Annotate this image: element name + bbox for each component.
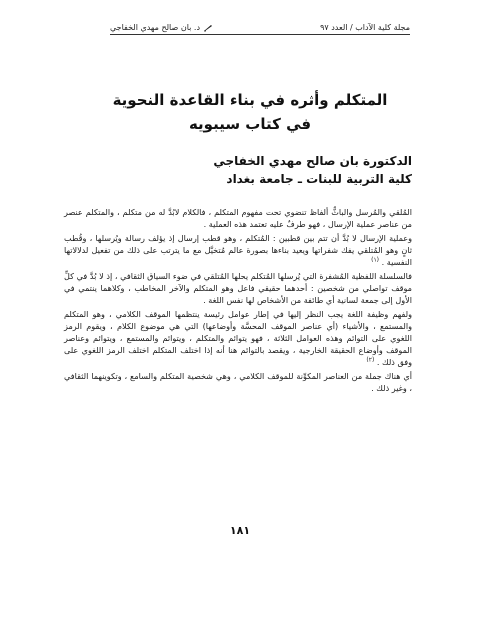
- quill-pen-icon: [203, 24, 213, 32]
- header-journal: [320, 23, 410, 32]
- paragraph-5-text: أي هناك جملة من العناصر المكوِّنة للموقف الكلامي ، وهي شخصية المتكلم والسامع ، وتكوينهما الثقافي ، وغير ذلك .: [64, 371, 412, 393]
- paragraph-1-text: المُلقي والمُرسل والباثُّ ألفاظ تنضوي تحت مفهوم المتكلم ، فالكلام لابُدَّ له من متكلم ، والمتكلم عنصر من عناصر عملية الإرسال ، فهو طرفٌ عليه تعتمد هذه العملية .: [64, 207, 412, 229]
- running-header: [110, 14, 410, 35]
- author-affiliation: كلية التربية للبنات ـ جامعة بغداد: [226, 172, 412, 186]
- header-journal-text: مجلة كلية الآداب / العدد ٩٧: [320, 23, 410, 32]
- author-name: الدكتورة بان صالح مهدي الخفاجي: [213, 154, 412, 168]
- paragraph-4: [64, 308, 412, 368]
- paper-title: [110, 88, 390, 136]
- paragraph-3: [64, 270, 412, 306]
- paragraph-3-text: فالسلسلة اللفظية المُشفرة التي يُرسلها المُتكلم يحلها المُتلقي في ضوء السياق الثقافي ، إذ لا بُدَّ في كلِّ موقف تواصلي من شخصين : أحدهما حقيقي فاعل وهو المتكلم والآخر المخاطب ، وكلاهما ينتمي في الأول إلى جمعة لسانية أي طائفة من الأشخاص لها نفس اللغة .: [64, 271, 412, 305]
- paragraph-4-text: ولفهم وظيفة اللغة يجب النظر إليها في إطار عوامل رئيسة ينتظمها الموقف الكلامي ، وهو المتكلم والمستمع ، والأشياء (أي عناصر الموقف المحسَّة وأوضاعها) التي هي موضوع الكلام ، ويقوم الرمز اللغوي على التوائم وهذه العوامل الثلاثة ، فهو يتوائم والمتكلم ، ويتوائم والمستمع ، ويتوائم وعناصر الموقف وأوضاع الحقيقة الخارجية ، ويقصد بالتوائم هنا أنه إذا اختلف المتكلم اختلف الرمز اللغوي على وفق ذلك .: [64, 309, 412, 367]
- paragraph-1: [64, 206, 412, 230]
- header-author: [110, 23, 213, 32]
- paragraph-5: [64, 370, 412, 394]
- body-text: [64, 206, 412, 396]
- title-line-1: المتكلم وأثره في بناء القاعدة النحوية: [112, 91, 388, 109]
- paragraph-2-text: وعملية الإرسال لا بُدَّ أن تتم بين قطبين : المُتكلم ، وهو قطب إرسال إذ يؤلف رسالة ويُرسلها ، وقُطب ثانٍ وهو المُتلقي يفك شفراتها ويعيد بناءها بصورة عالم مُتخيَّل مع ما يترتب على ذلك من تفعيل لدلالاتها النفسية .: [64, 233, 412, 267]
- author-block: [162, 152, 412, 188]
- footnote-ref-1: (١): [371, 256, 380, 264]
- footnote-ref-2: (٢): [366, 356, 375, 364]
- header-author-text: د. بان صالح مهدي الخفاجي: [110, 23, 201, 32]
- paragraph-2: [64, 232, 412, 268]
- title-line-2: في كتاب سيبويه: [188, 115, 312, 133]
- page-number: ١٨١: [229, 524, 251, 537]
